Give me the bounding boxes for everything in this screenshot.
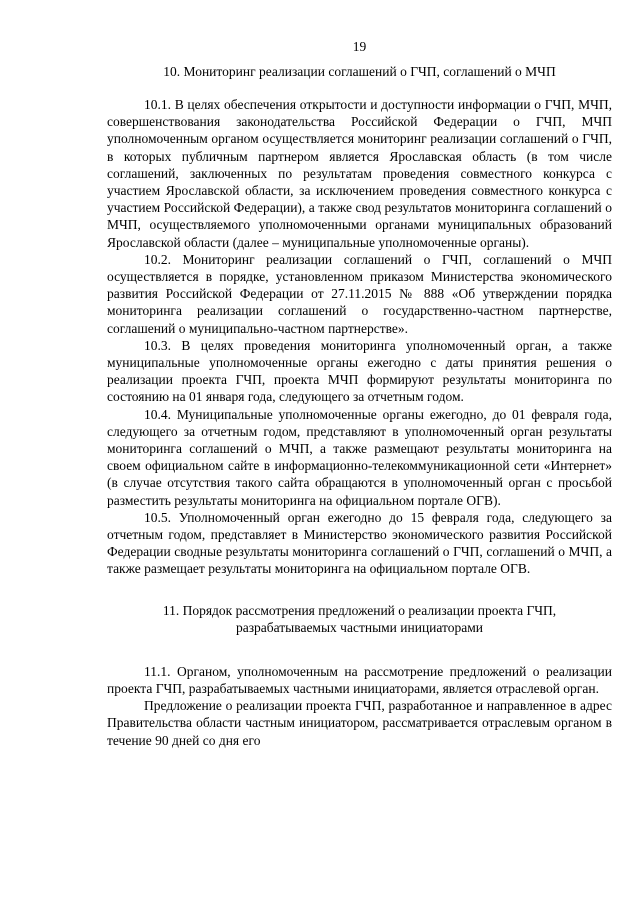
paragraph-11-1: 11.1. Органом, уполномоченным на рассмотрение предложений о реализации проекта ГЧП, разрабатываемых частными инициаторами, является отраслевой орган. bbox=[107, 663, 612, 696]
section-11-heading-line-1: 11. Порядок рассмотрения предложений о реализации проекта ГЧП, bbox=[162, 602, 557, 618]
paragraph-10-2: 10.2. Мониторинг реализации соглашений о ГЧП, соглашений о МЧП осуществляется в порядке, установленном приказом Министерства экономического развития Российской Федерации от 27.11.2015 № 888 «Об утверждении порядка мониторинга реализации соглашений о государственно-частном партнерстве, соглашений о муниципально-частном партнерстве». bbox=[107, 251, 612, 336]
paragraph-10-1: 10.1. В целях обеспечения открытости и доступности информации о ГЧП, МЧП, совершенствования законодательства Российской Федерации о ГЧП, МЧП уполномоченным органом осуществляется мониторинг реализации соглашений о ГЧП, в которых публичным партнером является Ярославская область (в том числе соглашений, заключенных по результатам проведения совместного конкурса с участием Ярославской области, за исключением проведения совместного конкурса с участием Российской Федерации), а также свод результатов мониторинга соглашений о МЧП, осуществляемого уполномоченными органами муниципальных образований Ярославской области (далее – муниципальные уполномоченные органы). bbox=[107, 97, 612, 250]
paragraph-10-4: 10.4. Муниципальные уполномоченные органы ежегодно, до 01 февраля года, следующего за отчетным годом, представляют в уполномоченный орган результаты мониторинга соглашений о МЧП, а также размещают результаты мониторинга на своем официальном сайте в информационно-телекоммуникационной сети «Интернет» (в случае отсутствия такого сайта обращаются в уполномоченный орган с просьбой разместить результаты мониторинга на официальном портале ОГВ). bbox=[107, 406, 612, 508]
section-11-heading bbox=[107, 602, 612, 636]
paragraph-10-3: 10.3. В целях проведения мониторинга уполномоченный орган, а также муниципальные уполномоченные органы ежегодно с даты принятия решения о реализации проекта ГЧП, проекта МЧП формируют результаты мониторинга по состоянию на 01 января года, следующего за отчетным годом. bbox=[107, 337, 612, 405]
paragraph-11-proposal: Предложение о реализации проекта ГЧП, разработанное и направленное в адрес Правительства области частным инициатором, рассматривается отраслевым органом в течение 90 дней со дня его bbox=[107, 698, 612, 748]
section-11-heading-line-2: разрабатываемых частными инициаторами bbox=[235, 619, 484, 635]
paragraph-10-5: 10.5. Уполномоченный орган ежегодно до 15 февраля года, следующего за отчетным годом, представляет в Министерство экономического развития Российской Федерации сводные результаты мониторинга соглашений о ГЧП, соглашений о МЧП, а также размещает результаты мониторинга на официальном портале ОГВ. bbox=[107, 509, 612, 577]
page-number: 19 bbox=[352, 39, 367, 54]
section-10-heading: 10. Мониторинг реализации соглашений о ГЧП, соглашений о МЧП bbox=[163, 64, 556, 79]
